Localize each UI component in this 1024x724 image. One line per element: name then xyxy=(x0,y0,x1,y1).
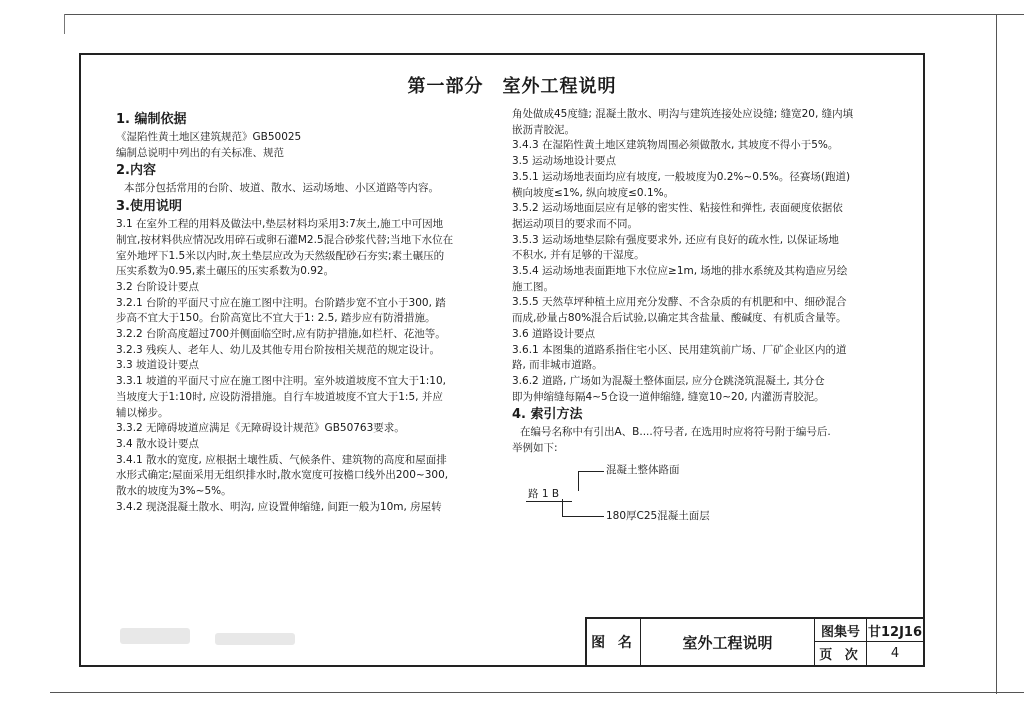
title-block xyxy=(585,617,923,665)
text-line: 3.5.2 运动场地面层应有足够的密实性、粘接性和弹性, 表面硬度依据依 xyxy=(512,202,843,215)
scan-edge-bottom xyxy=(50,692,1024,693)
text-line: 3.3.2 无障碍坡道应满足《无障碍设计规范》GB50763要求。 xyxy=(116,422,405,435)
leader-line xyxy=(578,471,604,472)
scan-smudge xyxy=(215,633,295,645)
index-top-label: 混凝土整体路面 xyxy=(606,463,680,476)
section-heading: 1. 编制依据 xyxy=(116,112,187,127)
text-line: 3.6 道路设计要点 xyxy=(512,327,596,340)
text-line: 3.2 台阶设计要点 xyxy=(116,280,200,293)
title-block-drawing-name: 室外工程说明 xyxy=(641,619,815,665)
scan-edge-top xyxy=(64,14,1024,15)
right-column xyxy=(512,107,892,525)
text-line: 角处做成45度缝; 混凝土散水、明沟与建筑连接处应设缝; 缝宽20, 缝内填 xyxy=(512,108,854,120)
scan-edge-left xyxy=(64,14,65,34)
text-line: 3.3.1 坡道的平面尺寸应在施工图中注明。室外坡道坡度不宜大于1:10, xyxy=(116,375,446,388)
text-line: 本部分包括常用的台阶、坡道、散水、运动场地、小区道路等内容。 xyxy=(124,182,439,195)
text-line: 3.5.1 运动场地表面均应有坡度, 一般坡度为0.2%~0.5%。径赛场(跑道) xyxy=(512,170,851,183)
page-title: 第一部分 室外工程说明 xyxy=(407,76,617,97)
title-block-name-label: 图 名 xyxy=(587,619,641,665)
code-underline xyxy=(526,501,572,502)
text-line: 举例如下: xyxy=(512,442,558,455)
text-line: 不积水, 并有足够的干湿度。 xyxy=(512,249,645,262)
text-line: 散水的坡度为3%~5%。 xyxy=(116,485,232,498)
text-line: 压实系数为0.95,素土碾压的压实系数为0.92。 xyxy=(116,265,335,278)
text-line: 3.5.5 天然草坪种植土应用充分发酵、不含杂质的有机肥和中、细砂混合 xyxy=(512,296,847,309)
left-column xyxy=(116,110,501,515)
text-line: 路, 而非城市道路。 xyxy=(512,359,603,372)
text-line: 当坡度大于1:10时, 应设防滑措施。自行车坡道坡度不宜大于1:5, 并应 xyxy=(116,390,443,403)
text-line: 3.5 运动场地设计要点 xyxy=(512,155,617,168)
section-heading: 4. 索引方法 xyxy=(512,407,583,423)
text-line: 3.5.3 运动场地垫层除有强度要求外, 还应有良好的疏水性, 以保证场地 xyxy=(512,233,839,246)
text-line: 3.4 散水设计要点 xyxy=(116,437,200,450)
text-line: 嵌沥青胶泥。 xyxy=(512,123,575,136)
text-line: 3.6.1 本图集的道路系指住宅小区、民用建筑前广场、厂矿企业区内的道 xyxy=(512,343,847,356)
text-line: 3.5.4 运动场地表面距地下水位应≥1m, 场地的排水系统及其构造应另绘 xyxy=(512,265,848,278)
text-line: 3.4.1 散水的宽度, 应根据土壤性质、气候条件、建筑物的高度和屋面排 xyxy=(116,453,447,466)
text-line: 3.2.2 台阶高度超过700并侧面临空时,应有防护措施,如栏杆、花池等。 xyxy=(116,328,446,341)
text-line: 室外地坪下1.5米以内时,灰土垫层应改为天然级配砂石夯实;素土碾压的 xyxy=(116,249,445,262)
index-example-diagram xyxy=(512,459,892,525)
text-line: 3.4.2 现浇混凝土散水、明沟, 应设置伸缩缝, 间距一般为10m, 房屋转 xyxy=(116,500,442,513)
text-line: 3.4.3 在湿陷性黄土地区建筑物周围必须做散水, 其坡度不得小于5%。 xyxy=(512,139,839,152)
title-block-page-label: 页 次 xyxy=(815,642,867,665)
section-heading: 2.内容 xyxy=(116,163,156,179)
text-line: 而成,砂量占80%混合后试验,以确定其含盐量、酸碱度、有机质含量等。 xyxy=(512,312,847,325)
title-block-page-number: 4 xyxy=(890,646,900,661)
text-line: 3.2.3 残疾人、老年人、幼儿及其他专用台阶按相关规范的规定设计。 xyxy=(116,343,441,356)
text-line: 《湿陷性黄土地区建筑规范》GB50025 xyxy=(116,131,302,143)
text-line: 辅以梯步。 xyxy=(116,406,169,419)
section-heading: 3.使用说明 xyxy=(116,199,182,215)
leader-line xyxy=(562,516,604,517)
text-line: 3.6.2 道路, 广场如为混凝土整体面层, 应分仓跳浇筑混凝土, 其分仓 xyxy=(512,374,825,387)
title-block-atlas-label: 图集号 xyxy=(815,619,867,642)
title-block-atlas-number: 甘12J16 xyxy=(867,619,923,642)
text-line: 步高不宜大于150。台阶高宽比不宜大于1: 2.5, 踏步应有防滑措施。 xyxy=(116,312,436,325)
text-line: 编制总说明中列出的有关标准、规范 xyxy=(116,146,284,159)
text-line: 在编号名称中有引出A、B....符号者, 在选用时应将符号附于编号后. xyxy=(520,426,831,439)
text-line: 施工图。 xyxy=(512,280,554,293)
text-line: 3.1 在室外工程的用料及做法中,垫层材料均采用3:7灰土,施工中可因地 xyxy=(116,218,444,231)
text-line: 3.2.1 台阶的平面尺寸应在施工图中注明。台阶踏步宽不宜小于300, 踏 xyxy=(116,296,446,309)
scan-smudge xyxy=(120,628,190,644)
text-line: 据运动项目的要求而不同。 xyxy=(512,217,638,230)
text-line: 水形式确定;屋面采用无组织排水时,散水宽度可按檐口线外出200~300, xyxy=(116,469,449,482)
text-line: 3.3 坡道设计要点 xyxy=(116,359,200,372)
index-bottom-label: 180厚C25混凝土面层 xyxy=(606,509,710,522)
text-line: 制宜,按材料供应情况改用碎石或卵石灌M2.5混合砂浆代替;当地下水位在 xyxy=(116,233,454,246)
text-line: 横向坡度≤1%, 纵向坡度≤0.1%。 xyxy=(512,186,675,199)
leader-line xyxy=(578,471,579,491)
index-code: 路 1 B xyxy=(528,487,560,500)
scan-edge-right xyxy=(996,14,997,694)
text-line: 即为伸缩缝每隔4~5仓设一道伸缩缝, 缝宽10~20, 内灌沥青胶泥。 xyxy=(512,390,825,403)
